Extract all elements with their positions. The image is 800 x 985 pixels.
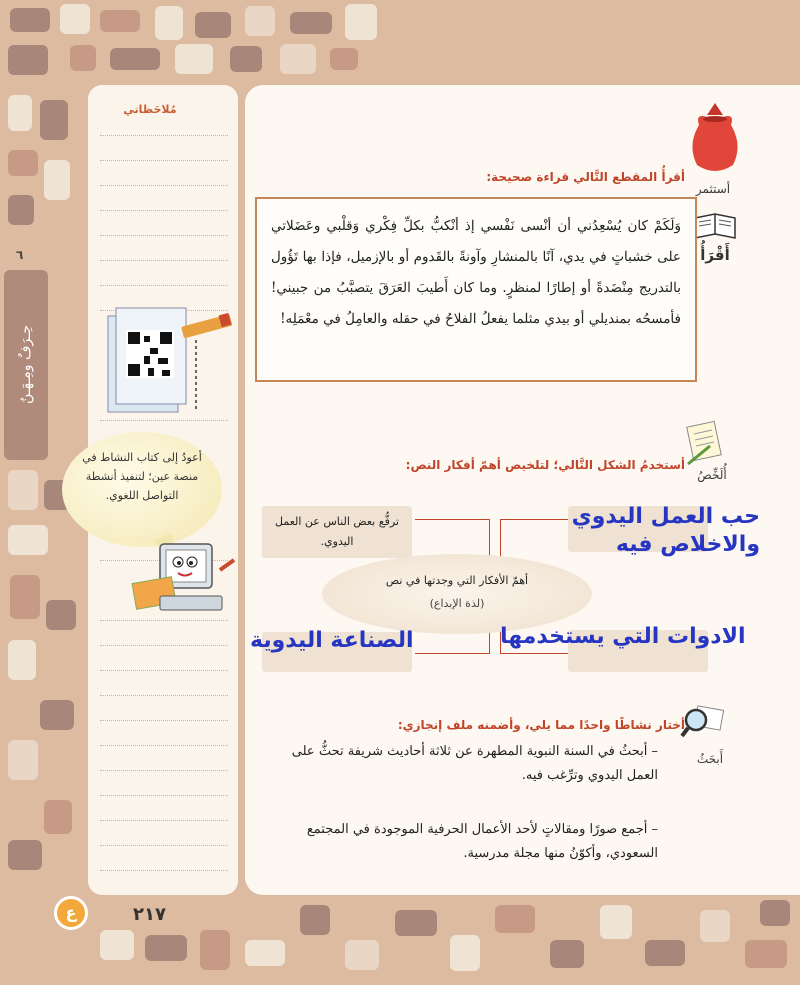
research-task-1: – أبحثُ في السنة النبوية المطهرة عن ثلاثة أحاديث شريفة تحثُّ على العمل اليدوي وترِّغب فيه. (291, 744, 658, 783)
motivate-label: أستثمر (695, 182, 731, 196)
unit-title: حِـرَفٌ ومِـهَـنٌ (18, 325, 34, 405)
handwritten-answer-2: الادوات التي يستخدمها (500, 624, 746, 649)
computer-mascot-icon (130, 540, 240, 620)
book-icon (693, 210, 737, 242)
idea-box-top-left: ترفُّع بعض الناس عن العمل اليدوي. (262, 506, 412, 558)
summarize-instruction: أستخدمُ الشكل التَّالي؛ لتلخيص أهمّ أفكار النص: (405, 458, 685, 472)
magnifier-icon (680, 702, 730, 738)
money-bag-icon (685, 95, 745, 180)
notepad-icon (680, 418, 730, 468)
handwritten-answer-3: الصناعة اليدوية (250, 628, 414, 653)
research-instruction: أختار نشاطًا واحدًا مما يلي، وأضمنه ملف إنجازي: (397, 718, 685, 732)
unit-number: ٦ (16, 248, 24, 262)
central-idea-ellipse (322, 554, 592, 634)
read-label: أَقْرَأُ (700, 246, 730, 264)
qr-code-icon[interactable] (100, 300, 240, 420)
publisher-logo-icon: ع (54, 896, 88, 930)
handwritten-answer-1: حب العمل اليدوي والاخلاص فيه (571, 504, 760, 557)
activity-bubble: أعودُ إلى كتاب النشاط في منصة عين؛ لتنفيذ أنشطة التواصل اللغوي. (62, 432, 222, 547)
notes-title: مُلاحَظاتي (123, 103, 177, 116)
reading-passage: وَلَكَمْ كان يُسْعِدُني أن أنْسى نَفْسي إذ أنْكبُّ بكلِّ فِكْري وَقلْبي وعَضَلاتي على خشباتٍ في يدي، آنًا بالمنشارِ وآونةً بالقَدوم أو بالإزميل، فإذا بها تَؤُول بالتدريج مِنْضَدةً أو إطارًا لمنظرٍ. وما كان أَطيبَ العَرَقَ يتصبَّبُ من جبيني! فأمسحُه بمنديلي أو بيدي مثلما يفعلُ الفلاحُ في حقله والعامِلُ في معْمَلِه! (255, 197, 697, 382)
central-idea-line1: أهمّ الأفكار التي وجدتها في نص (385, 574, 529, 587)
research-task-2: – أجمع صورًا ومقالاتٍ لأحد الأعمال الحرفية الموجودة في المجتمع السعودي، وأكوّنُ منها مجلة مدرسية. (306, 822, 658, 861)
central-idea-line2: (لذة الإبداع) (429, 597, 485, 610)
summarize-label: أُلَخِّصُ (697, 468, 727, 482)
unit-tab (4, 270, 48, 460)
read-instruction: أقرأُ المقطع التَّالي قراءة صحيحة: (486, 170, 685, 184)
page-number: ٢١٧ (133, 904, 166, 925)
research-label: أَبحَثُ (696, 752, 724, 766)
